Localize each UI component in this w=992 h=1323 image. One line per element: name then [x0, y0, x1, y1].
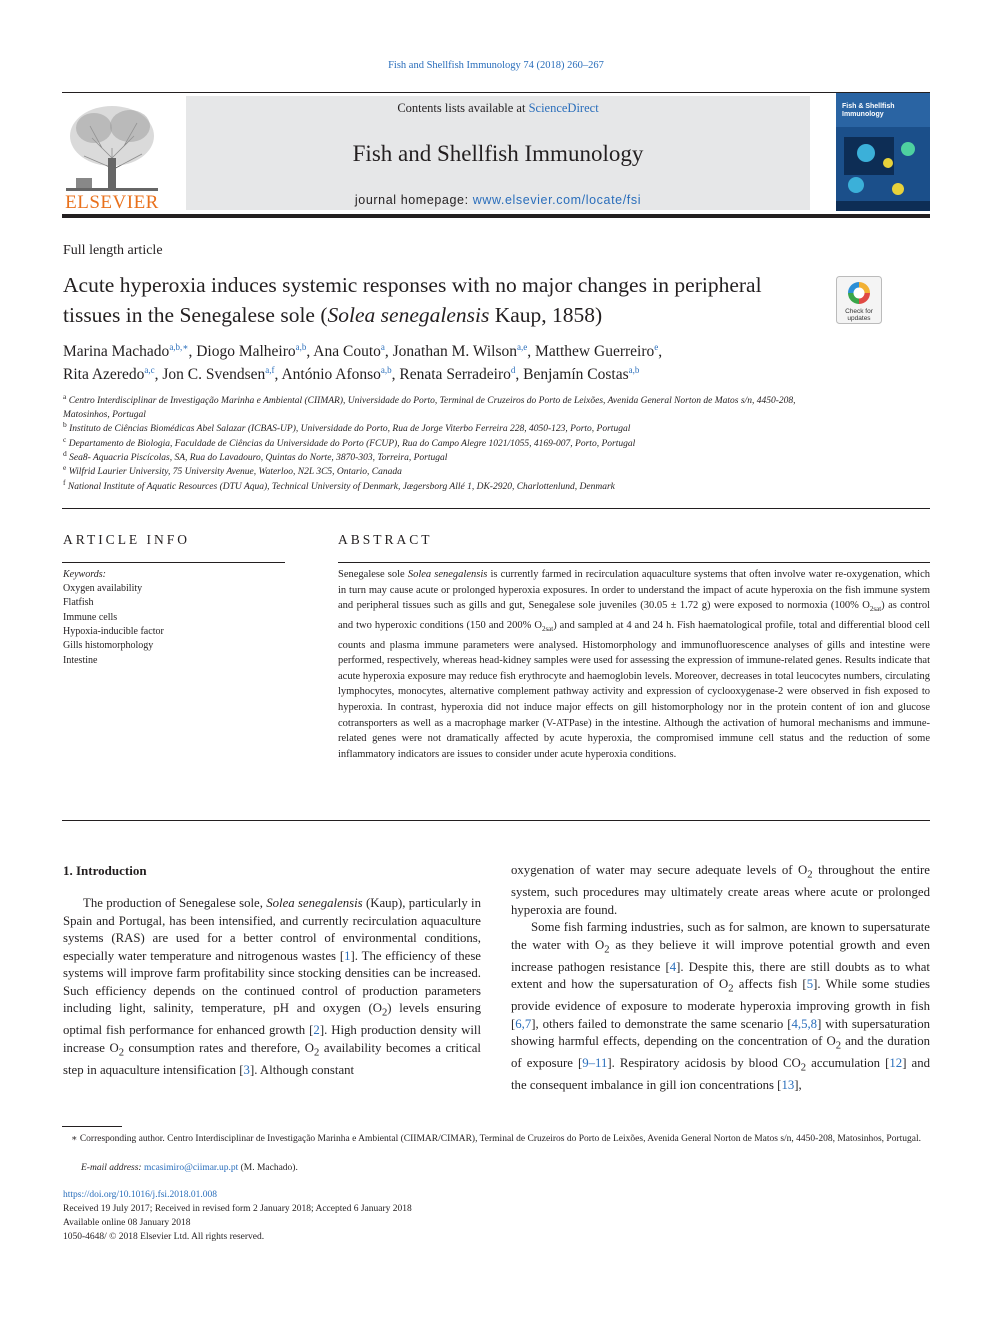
cover-title: Fish & Shellfish Immunology — [842, 103, 895, 118]
journal-cover-thumbnail[interactable] — [836, 93, 930, 211]
citation-link[interactable]: 3 — [243, 1062, 250, 1077]
email-link[interactable]: mcasimiro@ciimar.up.pt — [143, 1163, 239, 1173]
homepage-line — [186, 193, 810, 207]
body-column-right — [511, 862, 930, 1095]
body-column-left — [63, 895, 481, 1079]
keyword: Flatfish — [63, 597, 94, 608]
contents-prefix: Contents lists available at — [397, 101, 529, 115]
doi-link[interactable]: https://doi.org/10.1016/j.fsi.2018.01.008 — [63, 1190, 217, 1200]
citation-link[interactable]: 9–11 — [582, 1056, 608, 1071]
article-title — [63, 270, 823, 330]
affiliation: $^d$ Sea8- Aquacria Piscícolas, SA, Rua do Lavadouro, Quintas do Norte, 3870-303, Torreira, Portugal — [63, 448, 448, 463]
article-type: Full length article — [63, 243, 163, 258]
citation-link[interactable]: 4,5,8 — [791, 1016, 818, 1031]
abstract-rule — [338, 562, 930, 563]
homepage-link[interactable]: www.elsevier.com/locate/fsi — [472, 193, 642, 207]
footnote-rule — [62, 1126, 122, 1127]
keyword: Intestine — [63, 655, 98, 666]
title-text-end: Kaup, 1858) — [489, 303, 603, 327]
paragraph: Some fish farming industries, such as for salmon, are known to supersaturate the water with $O_2$ as they believe it will improve potential growth and even increase pathogen resistance [4]. Despite this, there are still doubts as to what extent and how the supersaturation of $O_2$ affects fish [5]. While some studies provide evidence of exposure to moderate hyperoxia improving growth in fish [6,7], others failed to demonstrate the same scenario [4,5,8] with supersaturation showing harmful effects, depending on the concentration of $O_2$ and the duration of exposure [9–11]. Respiratory acidosis by blood $CO_2$ accumulation [12] and the consequent imbalance in gill ion concentrations [13], — [511, 920, 931, 1093]
homepage-prefix: journal homepage: — [354, 193, 473, 207]
citation-link[interactable]: 1 — [344, 948, 351, 963]
contents-line — [186, 101, 810, 116]
abstract-body: Senegalese sole Solea senegalensis is currently farmed in recirculation aquaculture systems that often involve water re-oxygenation, which in turn may cause acute or prolonged hyperoxia exposures. In order to understand the impact of acute hyperoxia on the fish immune system and peripheral tissues such as gills and gut, Senegalese sole juveniles (30.05 ± 1.72 g) were exposed to normoxia (100% $O_{2sat}$) as control and two hyperoxic conditions (150 and 200% $O_{2sat}$) and sampled at 4 and 24 h. Fish haematological profile, total and differential blood cell counts and plasma immune parameters were analysed. Histomorphology and immunofluorescence analyses of gills and intestine were performed, respectively, whereas head-kidney samples were used for assessing the expression of immune-related genes. Results indicate that acute hyperoxia exposure may reduce fish erythrocyte and haemoglobin levels. Moreover, decreases in total leucocytes numbers, circulating lymphocytes, monocytes, alternative complement pathway activity and expression of cyclooxygenase-2 were observed in fish exposed to hyperoxia. In contrast, hyperoxia did not induce major effects on gill histomorphology nor in the protein content of ion and glucose cotransporters as well as a macrophage marker (V-ATPase) in the intestine. Although the activation of humoral mechanisms and immune-related genes were not dramatically affected by acute hyperoxia, the compromised immune cell status and the reduction of some inflammatory indicators are issues to consider under acute hyperoxia conditions. — [338, 569, 930, 760]
affiliation: $^c$ Departamento de Biologia, Faculdade de Ciências da Universidade do Porto (FCUP), Rua do Campo Alegre 1021/1055, 4169-007, Porto, Portugal — [63, 434, 636, 449]
citation-link[interactable]: 13 — [781, 1078, 795, 1093]
author[interactable]: Marina Machado$^{a,b,∗}$ — [63, 341, 189, 360]
affiliation: $^e$ Wilfrid Laurier University, 75 University Avenue, Waterloo, N2L 3C5, Ontario, Canada — [63, 462, 402, 477]
paragraph: The production of Senegalese sole, Solea senegalensis (Kaup), particularly in Spain and Portugal, has been intensified, and currently recirculation aquaculture systems (RAS) are used for a better control of environmental conditions, especially water temperature and nitrogenous wastes [1]. The efficiency of these systems will improve farm profitability since stocking densities can be increased. Such efficiency depends on the continued control of production parameters including light, salinity, temperature, pH and oxygen $(O_2)$ levels ensuring optimal fish performance for enhanced growth [2]. High production density will increase $O_2$ consumption rates and therefore, $O_2$ availability becomes a critical step in aquaculture intensification [3]. Although constant — [63, 896, 482, 1077]
author[interactable]: Rita Azeredo$^{a,c}$ — [63, 364, 155, 383]
section-rule — [62, 508, 930, 509]
abstract-heading: ABSTRACT — [338, 532, 433, 547]
affiliation: $^f$ National Institute of Aquatic Resources (DTU Aqua), Technical University of Denmark, Jægersborg Allé 1, DK-2920, Charlottenlund, Denmark — [63, 477, 615, 492]
keyword: Oxygen availability — [63, 583, 143, 594]
author[interactable]: Ana Couto$^a$ — [313, 341, 385, 360]
keyword: Gills histomorphology — [63, 640, 154, 651]
author[interactable]: Jon C. Svendsen$^{a,f}$ — [162, 364, 275, 383]
citation-link[interactable]: 5 — [806, 977, 814, 992]
citation-link[interactable]: 2 — [313, 1023, 320, 1038]
masthead-thick-rule — [62, 214, 930, 218]
title-species: Solea senegalensis — [327, 303, 490, 327]
crossmark-label: Check for updates — [845, 308, 873, 322]
keywords-label: Keywords: — [63, 569, 106, 580]
citation-link[interactable]: 4 — [669, 959, 677, 974]
online-date: Available online 08 January 2018 — [63, 1218, 191, 1228]
keyword: Immune cells — [63, 612, 118, 623]
header-rule — [62, 92, 930, 93]
author[interactable]: Diogo Malheiro$^{a,b}$ — [196, 341, 307, 360]
affiliation: $^b$ Instituto de Ciências Biomédicas Abel Salazar (ICBAS-UP), Universidade do Porto, Rua de Jorge Viterbo Ferreira 228, 4050-123, Porto, Portugal — [63, 419, 631, 434]
title-text: Acute hyperoxia induces systemic responses with no major changes in peripheral tissues in the Senegalese sole ( — [63, 273, 762, 327]
email-footnote: E-mail address: mcasimiro@ciimar.up.pt (M. Machado). — [81, 1163, 298, 1173]
section-rule — [62, 820, 930, 821]
publisher-logo-text: ELSEVIER — [65, 192, 159, 213]
copyright: 1050-4648/ © 2018 Elsevier Ltd. All rights reserved. — [63, 1232, 265, 1242]
article-info-heading: ARTICLE INFO — [63, 532, 191, 547]
author[interactable]: Jonathan M. Wilson$^{a,e}$ — [392, 341, 528, 360]
journal-name: Fish and Shellfish Immunology — [352, 141, 644, 166]
keyword: Hypoxia-inducible factor — [63, 626, 164, 637]
paragraph: oxygenation of water may secure adequate levels of $O_2$ throughout the entire system, such procedures may ultimately create areas where acute or prolonged hyperoxia are found. — [511, 863, 930, 917]
received-dates: Received 19 July 2017; Received in revised form 2 January 2018; Accepted 6 January 2018 — [63, 1204, 412, 1214]
sciencedirect-link[interactable]: ScienceDirect — [528, 101, 599, 115]
article-info-rule — [62, 562, 285, 563]
author[interactable]: Benjamín Costas$^{a,b}$ — [523, 364, 640, 383]
citation-link[interactable]: 6,7 — [515, 1016, 532, 1031]
citation-link[interactable]: 12 — [889, 1056, 903, 1071]
author[interactable]: Renata Serradeiro$^d$ — [399, 364, 516, 383]
author-list: Marina Machado$^{a,b,∗}$, Diogo Malheiro$^{a,b}$, Ana Couto$^a$, Jonathan M. Wilson$^{a,e}$, Matthew Guerreiro$^e$, Rita Azeredo$^{a,c}$, Jon C. Svendsen$^{a,f}$, António Afonso$^{a,b}$, Renata Serradeiro$^d$, Benjamín Costas$^{a,b}$ — [63, 341, 663, 383]
author[interactable]: Matthew Guerreiro$^e$ — [535, 341, 659, 360]
affiliation: $^a$ Centro Interdisciplinar de Investigação Marinha e Ambiental (CIIMAR), Universidade do Porto, Terminal de Cruzeiros do Porto de Leixões, Avenida General Norton de Matos s/n, 4450-208, Matosinhos, Portugal — [63, 391, 796, 420]
check-for-updates-badge[interactable] — [836, 276, 882, 324]
running-head[interactable]: Fish and Shellfish Immunology 74 (2018) 260–267 — [388, 60, 604, 71]
elsevier-logo[interactable] — [62, 98, 162, 216]
corresponding-author-footnote: ∗ Corresponding author. Centro Interdisciplinar de Investigação Marinha e Ambiental (CIIMAR/CIMAR), Terminal de Cruzeiros do Porto de Leixões, Avenida General Norton de Matos s/n, 4450-208, Matosinhos, Portugal. — [71, 1134, 921, 1144]
introduction-heading: 1. Introduction — [63, 863, 147, 878]
author[interactable]: António Afonso$^{a,b}$ — [281, 364, 392, 383]
